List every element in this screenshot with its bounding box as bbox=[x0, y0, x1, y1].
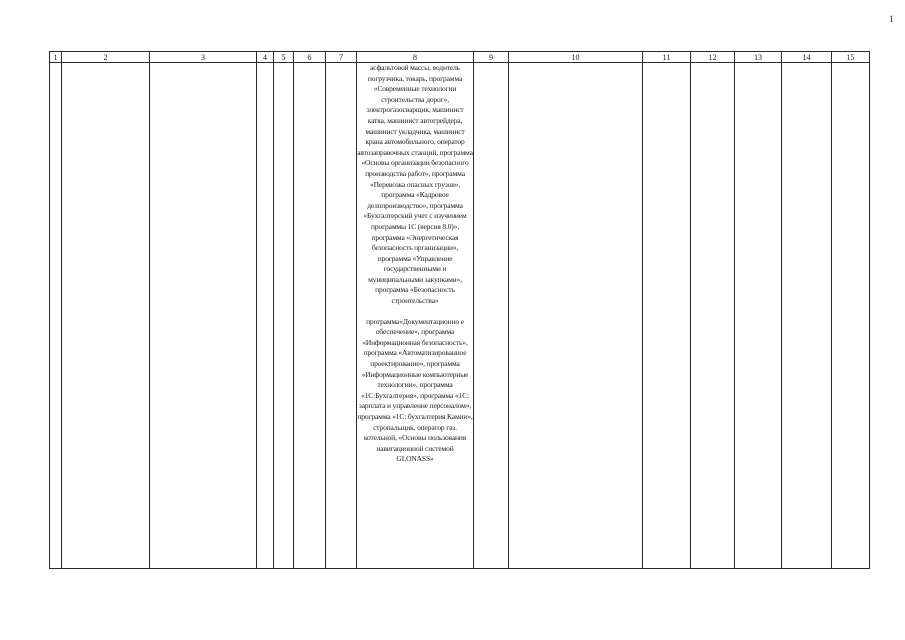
cell-col-7 bbox=[326, 63, 357, 569]
cell-col-8-programs bbox=[357, 63, 474, 569]
programs-text-block-2: программа«Документационно е обеспечение», программа «Информационная безопасность», программа «Автоматизированное проектирование», программа «Информационные компьютерные технологии», программа «1С:Бухгалтерия», программа «1С: зарплата и управление персоналом», программа «1С: бухгалтерия Камин», стропальщик, оператор газ. котельной, «Основы пользования навигационной системой GLONASS» bbox=[357, 316, 473, 464]
column-header-12: 12 bbox=[691, 52, 735, 63]
column-header-15: 15 bbox=[832, 52, 870, 63]
cell-col-11 bbox=[643, 63, 691, 569]
column-header-5: 5 bbox=[274, 52, 294, 63]
cell-col-6 bbox=[294, 63, 326, 569]
header-row bbox=[50, 52, 870, 63]
column-header-1: 1 bbox=[50, 52, 62, 63]
column-header-4: 4 bbox=[257, 52, 274, 63]
cell-col-13 bbox=[735, 63, 782, 569]
cell-col-1 bbox=[50, 63, 62, 569]
cell-col-9 bbox=[474, 63, 509, 569]
column-header-7: 7 bbox=[326, 52, 357, 63]
cell-col-14 bbox=[782, 63, 832, 569]
data-table bbox=[49, 51, 870, 569]
cell-col-10 bbox=[509, 63, 643, 569]
column-header-13: 13 bbox=[735, 52, 782, 63]
column-header-2: 2 bbox=[62, 52, 150, 63]
column-header-14: 14 bbox=[782, 52, 832, 63]
cell-col-3 bbox=[150, 63, 257, 569]
table-row bbox=[50, 63, 870, 569]
column-header-11: 11 bbox=[643, 52, 691, 63]
column-header-3: 3 bbox=[150, 52, 257, 63]
column-header-10: 10 bbox=[509, 52, 643, 63]
cell-col-2 bbox=[62, 63, 150, 569]
cell-col-15 bbox=[832, 63, 870, 569]
cell-col-12 bbox=[691, 63, 735, 569]
column-header-9: 9 bbox=[474, 52, 509, 63]
cell-col-4 bbox=[257, 63, 274, 569]
column-header-6: 6 bbox=[294, 52, 326, 63]
column-header-8: 8 bbox=[357, 52, 474, 63]
cell-col-5 bbox=[274, 63, 294, 569]
page-number: 1 bbox=[889, 14, 894, 24]
programs-text-block-1: асфальтовой массы, водитель погрузчика, токарь, программа «Современные технологии строительства дорог», электрогазосварщик, машинист катка, машинист автогрейдера, машинист укладчика, машинист крана автомобильного, оператор автозаправочных станций, программа «Основы организации безопасного производства работ», программа «Перевозка опасных грузов», программа «Кадровое делопроизводство», программа «Бухгалтерский учет с изучением программы 1С (версия 8.0)», программа «Энергетическая безопасность организации», программа «Управление государственными и муниципальными закупками», программа «Безопасность строительства» bbox=[357, 63, 473, 306]
